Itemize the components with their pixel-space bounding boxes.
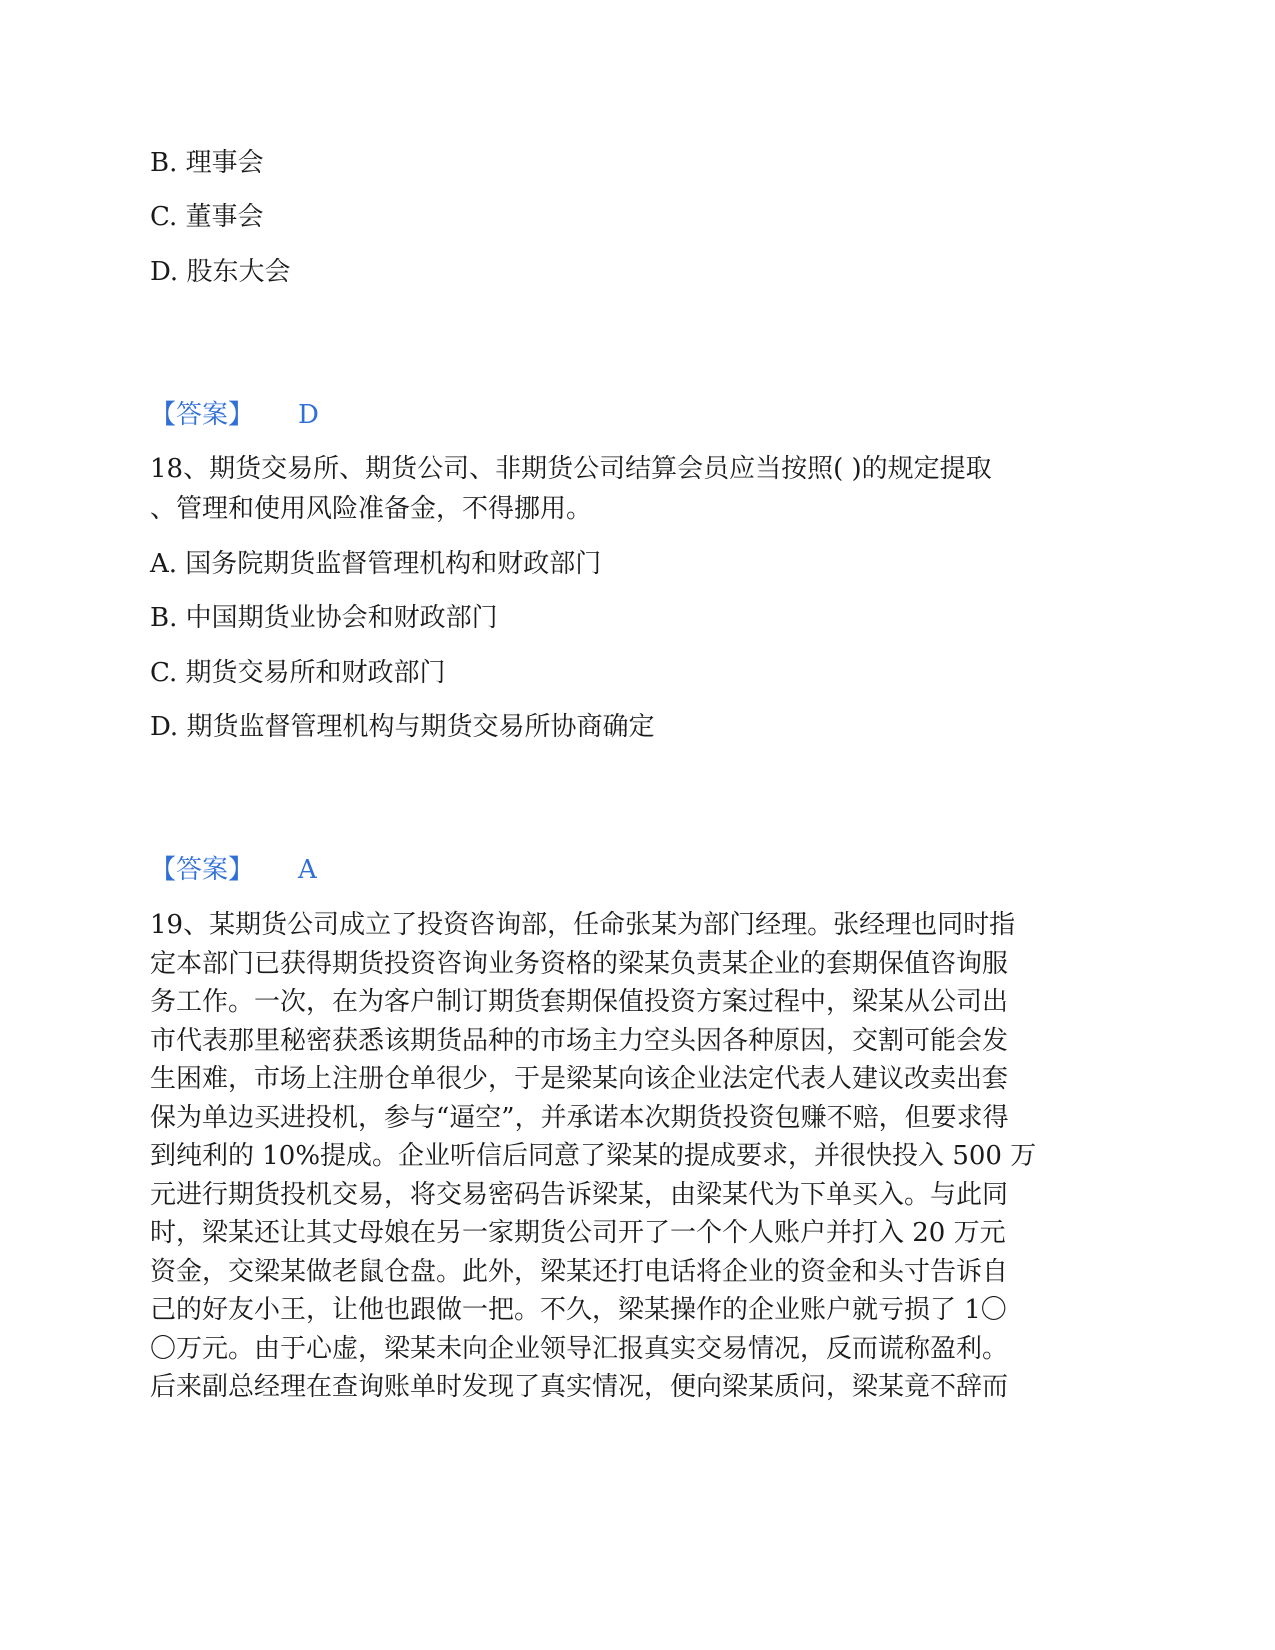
q18-option-c: C. 期货交易所和财政部门 — [150, 658, 446, 688]
q18-option-d: D. 期货监督管理机构与期货交易所协商确定 — [150, 712, 655, 742]
q19-stem-line: 务工作。一次，在为客户制订期货套期保值投资方案过程中，梁某从公司出 — [150, 987, 1009, 1017]
q17-option-d: D. 股东大会 — [150, 257, 291, 287]
q18-option-a: A. 国务院期货监督管理机构和财政部门 — [150, 549, 602, 579]
q19-stem-line: 〇万元。由于心虚，梁某未向企业领导汇报真实交易情况，反而谎称盈利。 — [150, 1333, 1009, 1364]
q17-option-c: C. 董事会 — [150, 202, 264, 232]
q17-option-b: B. 理事会 — [150, 148, 264, 178]
answer-value: D — [298, 400, 319, 430]
q19-stem-line: 资金，交梁某做老鼠仓盘。此外，梁某还打电话将企业的资金和头寸告诉自 — [150, 1256, 1009, 1287]
q19-stem-line: 己的好友小王，让他也跟做一把。不久，梁某操作的企业账户就亏损了 1〇 — [150, 1295, 1007, 1325]
q18-stem-line-1: 18、期货交易所、期货公司、非期货公司结算会员应当按照( )的规定提取 — [150, 454, 992, 484]
answer-label: 【答案】 — [150, 400, 255, 430]
q18-answer — [150, 853, 317, 887]
q19-stem-line: 市代表那里秘密获悉该期货品种的市场主力空头因各种原因，交割可能会发 — [150, 1025, 1009, 1056]
q19-stem-line: 元进行期货投机交易，将交易密码告诉梁某，由梁某代为下单买入。与此同 — [150, 1179, 1009, 1210]
q19-stem-line: 到纯利的 10%提成。企业听信后同意了梁某的提成要求，并很快投入 500 万 — [150, 1141, 1037, 1171]
q19-stem-line: 时，梁某还让其丈母娘在另一家期货公司开了一个个人账户并打入 20 万元 — [150, 1218, 1006, 1248]
q17-answer — [150, 398, 319, 432]
q18-option-b: B. 中国期货业协会和财政部门 — [150, 603, 498, 633]
answer-value: A — [298, 855, 317, 885]
q19-stem-line: 后来副总经理在查询账单时发现了真实情况，便向梁某质问，梁某竟不辞而 — [150, 1372, 1009, 1402]
q19-stem-line: 生困难，市场上注册仓单很少，于是梁某向该企业法定代表人建议改卖出套 — [150, 1064, 1009, 1094]
q19-stem-line: 保为单边买进投机，参与“逼空”，并承诺本次期货投资包赚不赔，但要求得 — [150, 1102, 1009, 1133]
answer-label: 【答案】 — [150, 855, 255, 885]
q19-stem-line: 19、某期货公司成立了投资咨询部，任命张某为部门经理。张经理也同时指 — [150, 910, 1016, 940]
q19-stem — [150, 906, 1120, 1407]
q18-stem-line-2: 、管理和使用风险准备金，不得挪用。 — [150, 494, 593, 524]
q19-stem-line: 定本部门已获得期货投资咨询业务资格的梁某负责某企业的套期保值咨询服 — [150, 948, 1009, 979]
